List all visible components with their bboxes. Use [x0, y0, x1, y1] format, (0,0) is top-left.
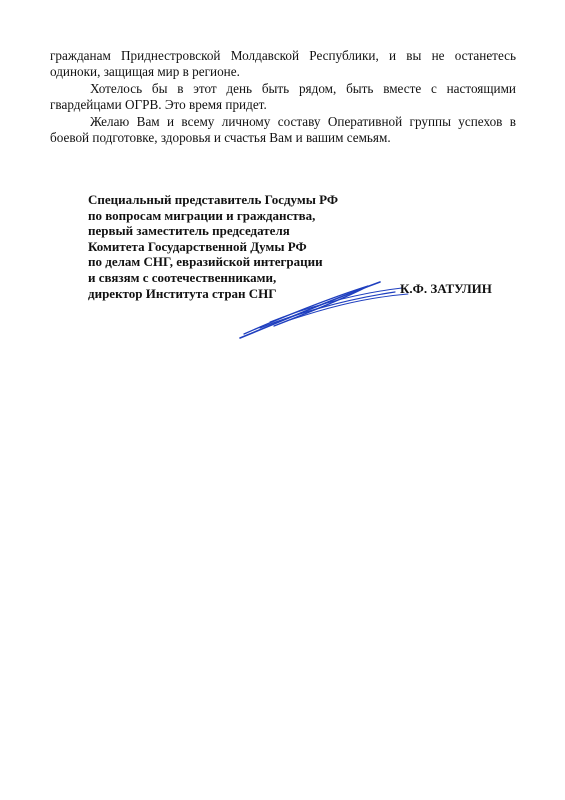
signatory-title-line: и связям с соотечественниками, — [88, 269, 277, 285]
paragraph-wish-to-be-present: Хотелось бы в этот день быть рядом, быть вместе с настоящими гвардейцами ОГРВ. Это время придет. — [50, 80, 516, 113]
signatory-title-line: Специальный представитель Госдумы РФ — [88, 192, 339, 207]
signatory-title-line: директор Института стран СНГ — [88, 285, 277, 301]
signatory-title-line: Комитета Государственной Думы РФ — [88, 238, 307, 254]
signatory-title-line: первый заместитель председателя — [88, 223, 290, 239]
letter-body — [50, 48, 516, 146]
paragraph-continuation: гражданам Приднестровской Молдавской Республики, и вы не останетесь одиноки, защищая мир в регионе. — [50, 48, 516, 80]
signatory-title-line: по вопросам миграции и гражданства, — [88, 207, 316, 223]
signatory-name: К.Ф. ЗАТУЛИН — [400, 281, 492, 296]
signatory-title-line: по делам СНГ, евразийской интеграции — [88, 254, 323, 270]
handwritten-signature — [230, 276, 410, 346]
paragraph-good-wishes: Желаю Вам и всему личному составу Оперативной группы успехов в боевой подготовке, здоровья и счастья Вам и вашим семьям. — [50, 113, 516, 146]
